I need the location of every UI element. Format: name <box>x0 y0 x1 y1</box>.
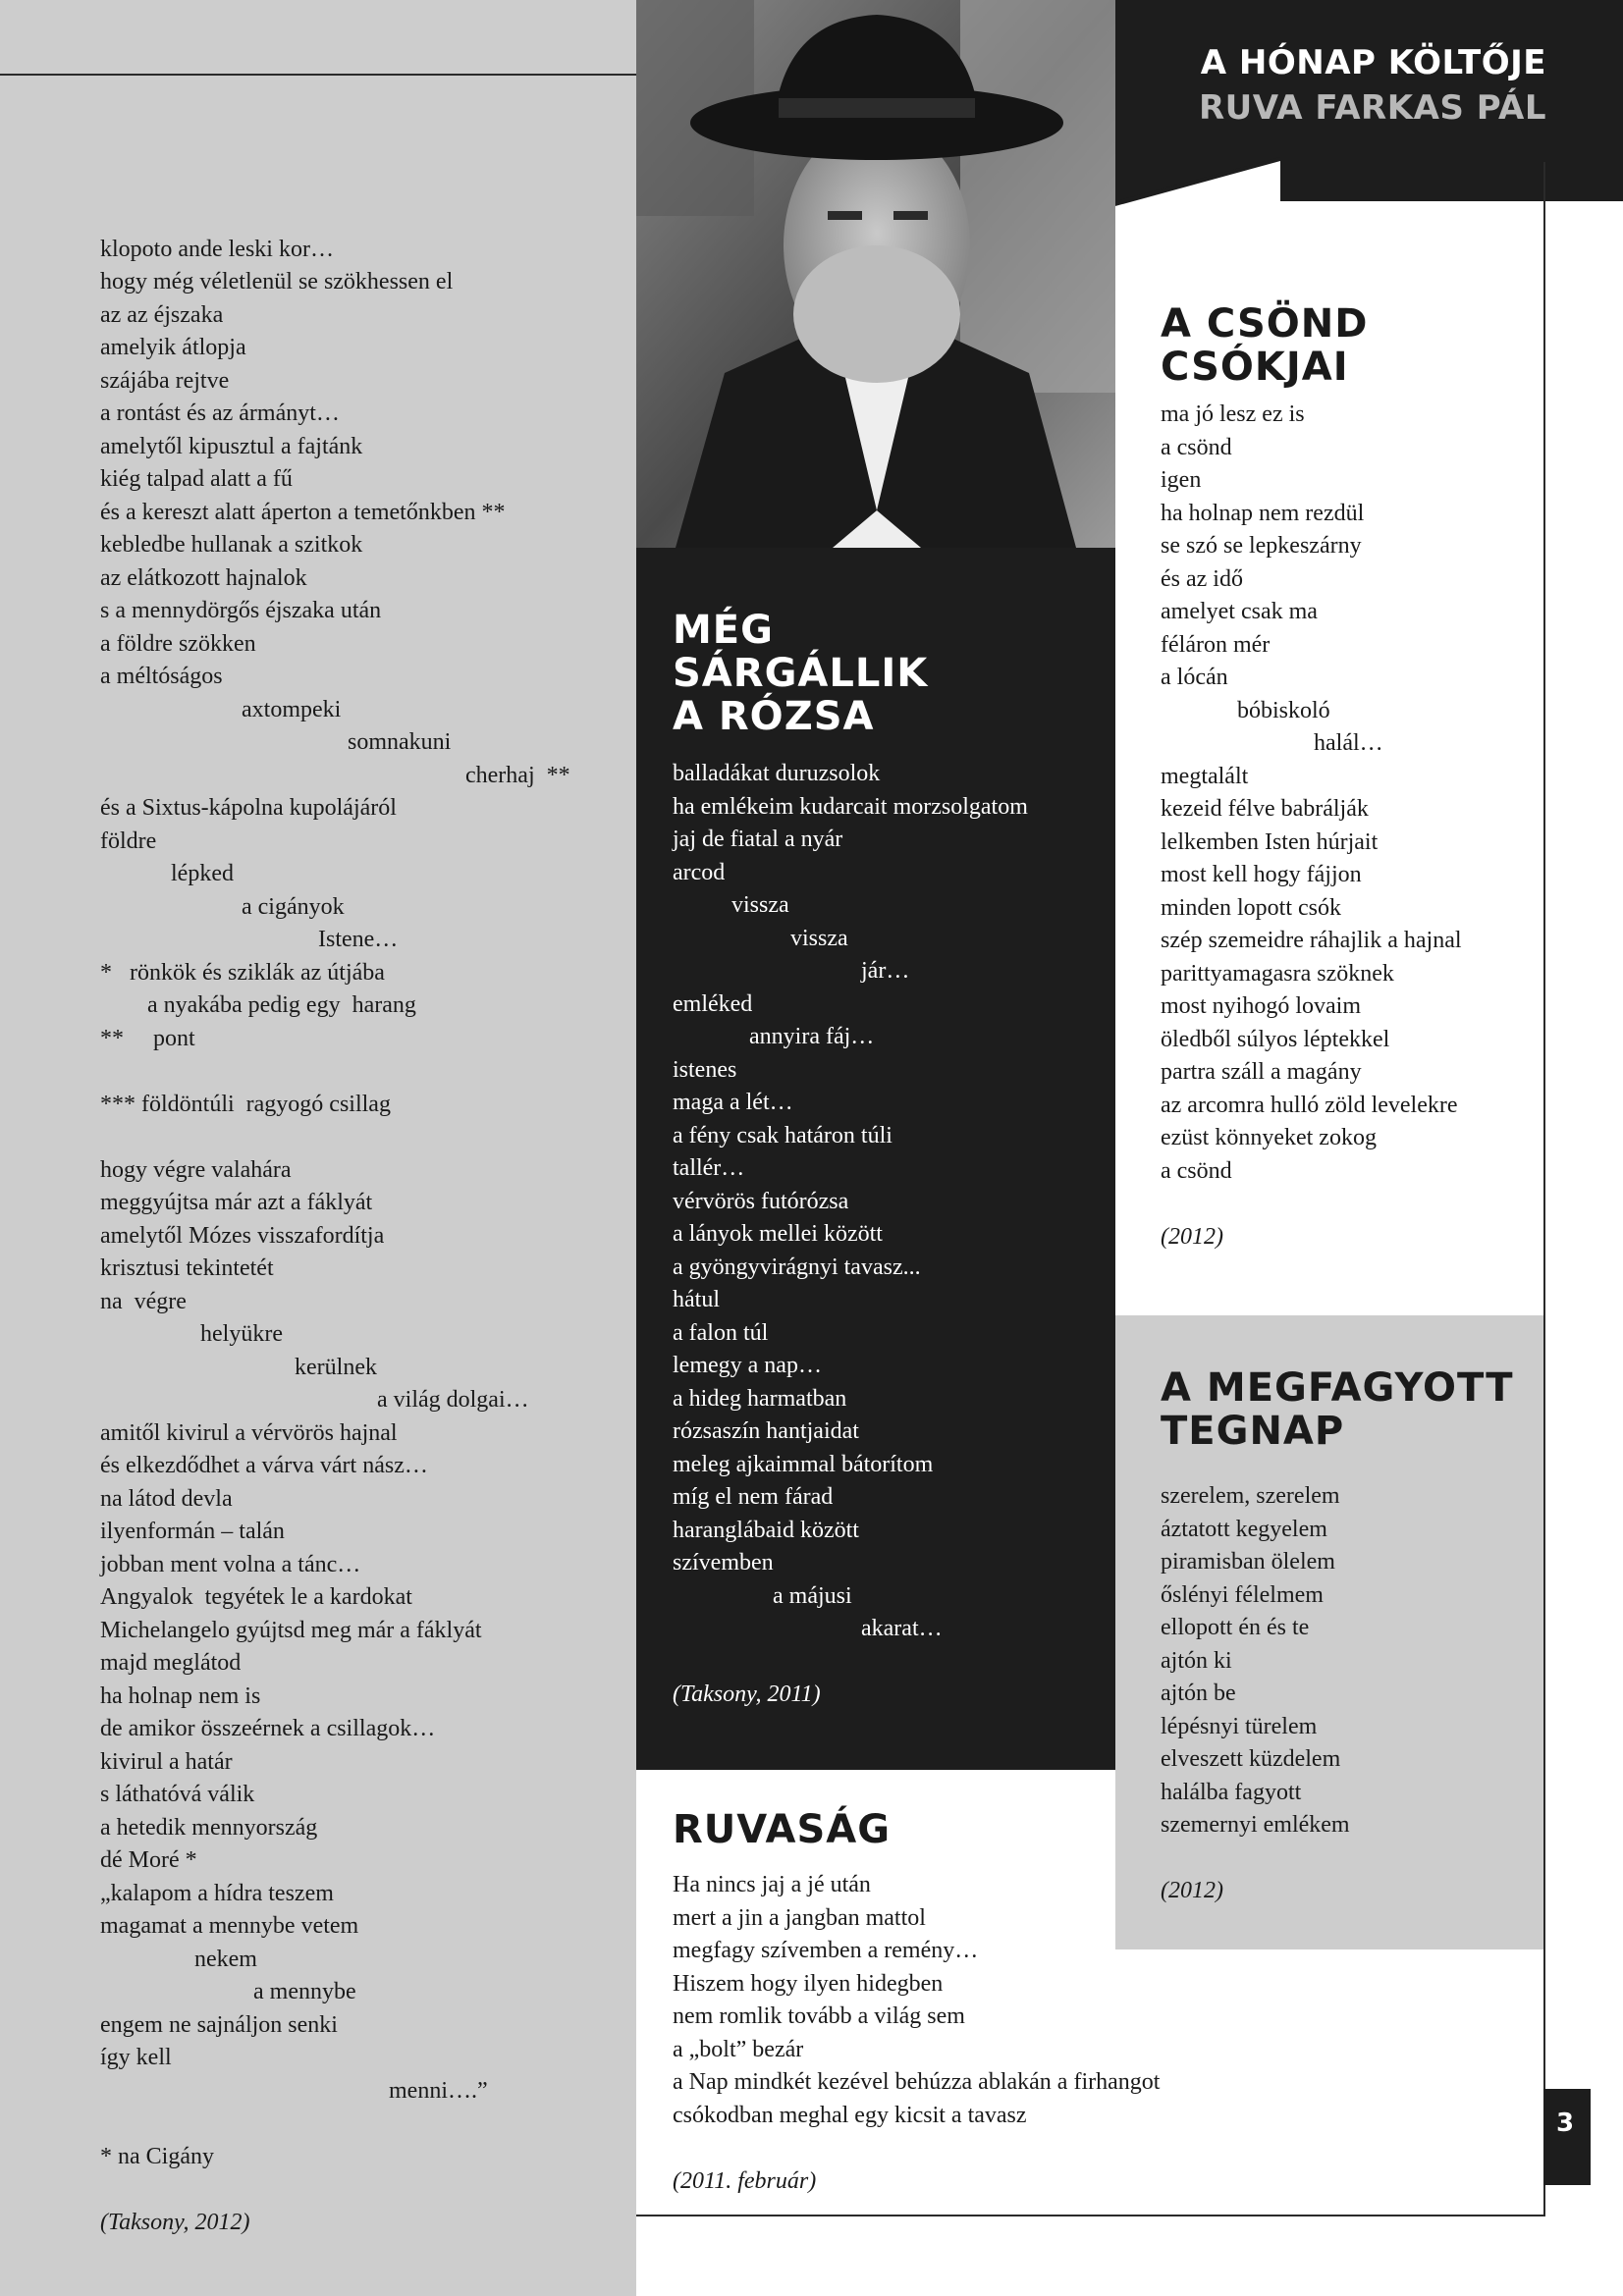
poem-line: szájába rejtve <box>100 367 230 394</box>
poem-line: szerelem, szerelem <box>1161 1483 1340 1509</box>
poem-line: ellopott én és te <box>1161 1615 1310 1640</box>
poem-line: ** pont <box>100 1025 195 1051</box>
poem-line: áztatott kegyelem <box>1161 1516 1327 1542</box>
poem-line: piramisban ölelem <box>1161 1549 1335 1575</box>
poem-line: ilyenformán – talán <box>100 1519 285 1544</box>
poem-line: haranglábaid között <box>673 1517 859 1543</box>
poem-line: amelyik átlopja <box>100 335 246 360</box>
poem-line: a falon túl <box>673 1319 769 1346</box>
header-kicker: A HÓNAP KÖLTŐJE <box>1200 43 1546 82</box>
poem-line: és elkezdődhet a várva várt nász… <box>100 1453 428 1478</box>
poem-line: az arcomra hulló zöld levelekre <box>1161 1092 1458 1118</box>
poem-line: arcod <box>673 859 726 885</box>
ruvasag-title: RUVASÁG <box>673 1807 892 1852</box>
header-diagonal-cut <box>1115 157 1280 206</box>
poem-line <box>100 1121 630 1154</box>
poem-line: a csönd <box>1161 1157 1232 1184</box>
poem-line: Michelangelo gyújtsd meg már a fáklyát <box>100 1617 482 1643</box>
poem-line: jaj de fiatal a nyár <box>673 827 843 852</box>
poem-line: most kell hogy fájjon <box>1161 862 1362 887</box>
poem-line <box>1161 1188 1539 1221</box>
poem-line: míg el nem fárad <box>673 1484 834 1510</box>
poem-line: * rönkök és sziklák az útjába <box>100 959 385 986</box>
poem-line: amitől kivirul a vérvörös hajnal <box>100 1419 398 1446</box>
poem-line: őslényi félelmem <box>1161 1581 1324 1608</box>
poem-line: a cigányok <box>100 893 345 920</box>
tegnap-title-line: A MEGFAGYOTT <box>1161 1365 1514 1411</box>
poem-line: istenes <box>673 1056 737 1083</box>
poem-line: a gyöngyvirágnyi tavasz... <box>673 1254 921 1280</box>
rozsa-title-line: A RÓZSA <box>673 694 875 739</box>
poem-line: az az éjszaka <box>100 301 224 328</box>
poem-line: szép szemeidre ráhajlik a hajnal <box>1161 928 1462 953</box>
poem-line: a lócán <box>1161 665 1228 690</box>
poem-line: amelyet csak ma <box>1161 599 1318 624</box>
poem-line: Angyalok tegyétek le a kardokat <box>100 1584 412 1610</box>
poem-line: Istene… <box>100 927 399 952</box>
poem-line: se szó se lepkeszárny <box>1161 533 1362 559</box>
poem-line: Ha nincs jaj a jé után <box>673 1872 871 1897</box>
poet-portrait-photo <box>636 0 1115 548</box>
poem-line: (Taksony, 2012) <box>100 2209 250 2235</box>
poem-line: a rontást és az ármányt… <box>100 400 340 426</box>
poem-line <box>100 2173 630 2207</box>
poem-line: magamat a mennybe vetem <box>100 1913 359 1939</box>
poem-line: kebledbe hullanak a szitkok <box>100 532 363 558</box>
poem-line: a méltóságos <box>100 664 223 689</box>
rozsa-title-line: MÉG <box>673 608 774 653</box>
poem-line: jár… <box>673 958 910 984</box>
poem-line: kezeid félve babrálják <box>1161 796 1369 822</box>
poem-line: ma jó lesz ez is <box>1161 401 1305 427</box>
ruvasag-poem <box>673 1869 1222 2198</box>
poem-line: ajtón ki <box>1161 1647 1232 1674</box>
poem-line: a földre szökken <box>100 630 256 657</box>
poem-line: megtalált <box>1161 763 1249 789</box>
bottom-rule <box>636 2215 1545 2216</box>
poem-line: balladákat duruzsolok <box>673 761 881 786</box>
poem-line: ha emlékeim kudarcait morzsolgatom <box>673 793 1028 820</box>
poem-line: a fény csak határon túli <box>673 1122 893 1148</box>
poem-line: mert a jin a jangban mattol <box>673 1904 926 1931</box>
csond-title-line: CSÓKJAI <box>1161 345 1349 390</box>
poem-line: hogy még véletlenül se szökhessen el <box>100 269 454 294</box>
poem-line: akarat… <box>673 1616 943 1641</box>
poem-line: nekem <box>100 1946 257 1972</box>
poem-line: s a mennydörgős éjszaka után <box>100 598 382 623</box>
poem-line: vissza <box>673 892 789 918</box>
poem-line: a lányok mellei között <box>673 1221 883 1247</box>
poem-line: vérvörös futórózsa <box>673 1188 849 1214</box>
poem-line: a hetedik mennyország <box>100 1814 318 1841</box>
poem-line: lépésnyi türelem <box>1161 1713 1318 1739</box>
poem-line: a Nap mindkét kezével behúzza ablakán a firhangot <box>673 2069 1161 2095</box>
poem-line <box>1161 1842 1539 1876</box>
poem-line: partra száll a magány <box>1161 1059 1362 1085</box>
poem-line: és a kereszt alatt áperton a temetőnkben ** <box>100 499 506 525</box>
poem-line: dé Moré * <box>100 1847 197 1873</box>
poem-line: csókodban meghal egy kicsit a tavasz <box>673 2102 1027 2128</box>
poem-line: tallér… <box>673 1155 745 1181</box>
poem-line: ezüst könnyeket zokog <box>1161 1125 1377 1150</box>
poem-line: most nyihogó lovaim <box>1161 993 1361 1019</box>
poem-line: s láthatóvá válik <box>100 1782 255 1807</box>
poem-line: elveszett küzdelem <box>1161 1746 1341 1772</box>
page-number: 3 <box>1556 2109 1575 2138</box>
poem-line: a világ dolgai… <box>100 1387 529 1413</box>
poem-line: a „bolt” bezár <box>673 2036 804 2062</box>
poem-line: annyira fáj… <box>673 1024 875 1049</box>
poem-line: amelytől Mózes visszafordítja <box>100 1222 385 1249</box>
poem-line: a mennybe <box>100 1979 356 2004</box>
poem-line: (Taksony, 2011) <box>673 1682 821 1707</box>
poem-line <box>100 1055 630 1089</box>
poem-line: lépked <box>100 861 234 886</box>
poem-line: „kalapom a hídra teszem <box>100 1880 334 1906</box>
poem-line: a nyakába pedig egy harang <box>100 992 416 1018</box>
poem-line: engem ne sajnáljon senki <box>100 2011 338 2038</box>
rozsa-title <box>673 609 928 738</box>
poem-line: rózsaszín hantjaidat <box>673 1418 859 1444</box>
poem-line: na végre <box>100 1288 187 1314</box>
poem-line: igen <box>1161 467 1202 493</box>
poem-line: amelytől kipusztul a fajtánk <box>100 433 363 459</box>
poem-line: hogy végre valahára <box>100 1156 292 1183</box>
poem-line: így kell <box>100 2045 172 2070</box>
tegnap-poem <box>1161 1480 1539 1908</box>
poem-line: földre <box>100 828 157 854</box>
poem-line: és az idő <box>1161 565 1243 592</box>
poem-line: kivirul a határ <box>100 1748 233 1775</box>
poem-line: na látod devla <box>100 1485 233 1512</box>
tegnap-title-line: TEGNAP <box>1161 1409 1345 1454</box>
poem-line: emléked <box>673 990 753 1017</box>
poem-line: menni….” <box>100 2077 488 2104</box>
poem-line: szemernyi emlékem <box>1161 1812 1350 1838</box>
top-rule-left <box>0 74 636 76</box>
header-author: RUVA FARKAS PÁL <box>1198 88 1546 128</box>
left-poem <box>100 200 630 2239</box>
poem-line: a csönd <box>1161 434 1232 460</box>
csond-poem <box>1161 399 1539 1254</box>
poem-line: nem romlik tovább a világ sem <box>673 2003 965 2029</box>
right-vertical-rule <box>1543 162 1545 2216</box>
poem-line: * na Cigány <box>100 2143 214 2169</box>
poem-line: az elátkozott hajnalok <box>100 564 307 591</box>
poem-line: hátul <box>673 1287 720 1312</box>
poem-line: de amikor összeérnek a csillagok… <box>100 1716 436 1741</box>
tegnap-title <box>1161 1366 1514 1453</box>
poem-line: klopoto ande leski kor… <box>100 236 334 262</box>
poem-line: parittyamagasra szöknek <box>1161 960 1394 987</box>
poem-line: ajtón be <box>1161 1681 1236 1706</box>
poem-line: bóbiskoló <box>1161 697 1330 723</box>
poem-line: halálba fagyott <box>1161 1779 1302 1805</box>
poem-line: majd meglátod <box>100 1650 242 1676</box>
poem-line: (2011. február) <box>673 2167 817 2194</box>
poem-line: lemegy a nap… <box>673 1353 822 1378</box>
poem-line: ha holnap nem rezdül <box>1161 500 1365 526</box>
poem-line: lelkemben Isten húrjait <box>1161 828 1379 855</box>
poem-line: minden lopott csók <box>1161 894 1341 921</box>
poem-line: kiég talpad alatt a fű <box>100 466 293 492</box>
poem-line: (2012) <box>1161 1878 1223 1903</box>
poem-line: a hideg harmatban <box>673 1385 847 1412</box>
portrait-illustration <box>636 0 1115 548</box>
poem-line: meggyújtsa már azt a fáklyát <box>100 1190 373 1215</box>
poem-line: helyükre <box>100 1321 283 1347</box>
poem-line: kerülnek <box>100 1354 377 1380</box>
rozsa-title-line: SÁRGÁLLIK <box>673 651 929 696</box>
poem-line: vissza <box>673 925 848 951</box>
poem-line <box>100 2108 630 2141</box>
poem-line <box>673 2132 1222 2165</box>
poem-line: öledből súlyos léptekkel <box>1161 1026 1390 1052</box>
poem-line: Hiszem hogy ilyen hidegben <box>673 1970 944 1997</box>
poem-line: féláron mér <box>1161 631 1271 658</box>
poem-line: szívemben <box>673 1550 774 1575</box>
poem-line: ha holnap nem is <box>100 1682 261 1709</box>
poem-line: és a Sixtus-kápolna kupolájáról <box>100 795 397 821</box>
poem-line: somnakuni <box>100 729 452 755</box>
poem-line: jobban ment volna a tánc… <box>100 1551 361 1577</box>
rozsa-poem <box>673 758 1105 1712</box>
poem-line: *** földöntúli ragyogó csillag <box>100 1091 391 1117</box>
csond-title <box>1161 302 1368 389</box>
poem-line: cherhaj ** <box>100 762 570 788</box>
poem-line: (2012) <box>1161 1223 1223 1250</box>
poem-line <box>673 1646 1105 1680</box>
poem-line: krisztusi tekintetét <box>100 1255 274 1281</box>
poem-line: halál… <box>1161 730 1383 756</box>
csond-title-line: A CSÖND <box>1161 301 1369 347</box>
poem-line: axtompeki <box>100 696 342 722</box>
poem-line: megfagy szívemben a remény… <box>673 1938 979 1963</box>
poem-line: meleg ajkaimmal bátorítom <box>673 1451 934 1477</box>
poem-line: maga a lét… <box>673 1090 793 1115</box>
poem-line: a májusi <box>673 1582 852 1609</box>
